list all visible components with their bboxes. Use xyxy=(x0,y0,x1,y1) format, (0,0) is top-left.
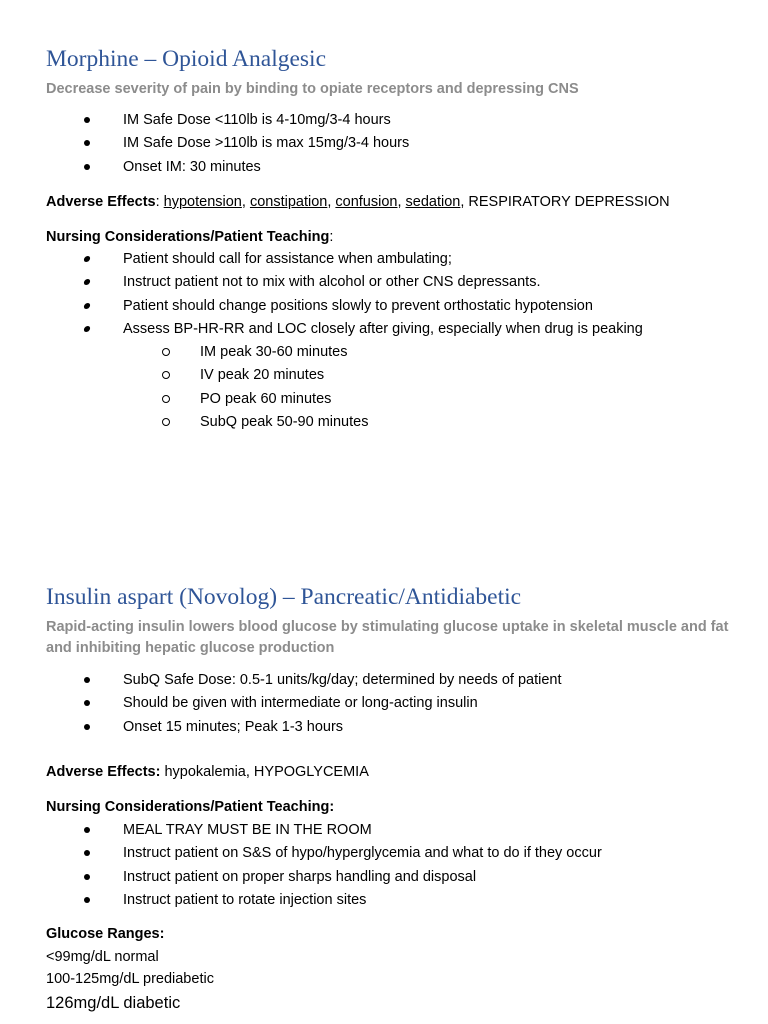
insulin-dosing-list xyxy=(0,670,562,740)
list-item: MEAL TRAY MUST BE IN THE ROOM xyxy=(0,820,602,843)
circle-bullet-icon xyxy=(162,348,170,356)
morphine-adverse-effects: Adverse Effects: hypotension, constipation, confusion, sedation, RESPIRATORY DEPRESSION xyxy=(46,194,670,210)
bullet-icon xyxy=(84,677,90,683)
list-item: SubQ Safe Dose: 0.5-1 units/kg/day; determined by needs of patient xyxy=(0,670,562,693)
list-item: PO peak 60 minutes xyxy=(0,389,368,412)
glucose-range-normal: <99mg/dL normal xyxy=(46,949,159,965)
bullet-icon xyxy=(84,164,90,170)
circle-bullet-icon xyxy=(162,395,170,403)
list-item: Instruct patient on S&S of hypo/hyperglycemia and what to do if they occur xyxy=(0,843,602,866)
morphine-dosing-list xyxy=(0,110,409,180)
circle-bullet-icon xyxy=(162,371,170,379)
adverse-effects-label: Adverse Effects xyxy=(46,194,156,210)
insulin-adverse-effects: Adverse Effects: hypokalemia, HYPOGLYCEMIA xyxy=(46,764,369,780)
bullet-icon xyxy=(83,279,91,285)
list-item: IM Safe Dose <110lb is 4-10mg/3-4 hours xyxy=(0,110,409,133)
bullet-icon xyxy=(84,700,90,706)
list-item: IM Safe Dose >110lb is max 15mg/3-4 hours xyxy=(0,133,409,156)
bullet-icon xyxy=(84,117,90,123)
bullet-icon xyxy=(84,827,90,833)
insulin-nursing-list xyxy=(0,820,602,913)
morphine-nursing-list xyxy=(0,249,643,342)
bullet-icon xyxy=(83,303,91,309)
list-item: Onset 15 minutes; Peak 1-3 hours xyxy=(0,717,562,740)
list-item: Patient should change positions slowly to prevent orthostatic hypotension xyxy=(0,296,643,319)
morphine-nursing-heading: Nursing Considerations/Patient Teaching: xyxy=(46,229,334,245)
glucose-range-prediabetic: 100-125mg/dL prediabetic xyxy=(46,971,214,987)
adverse-effect-term: hypotension xyxy=(163,194,242,210)
bullet-icon xyxy=(84,850,90,856)
circle-bullet-icon xyxy=(162,418,170,426)
list-item: IV peak 20 minutes xyxy=(0,365,368,388)
adverse-effect-term: confusion xyxy=(335,194,398,210)
bullet-icon xyxy=(84,724,90,730)
list-item: Should be given with intermediate or long-acting insulin xyxy=(0,693,562,716)
bullet-icon xyxy=(83,256,91,262)
adverse-effect-term: constipation xyxy=(249,194,328,210)
list-item: Assess BP-HR-RR and LOC closely after giving, especially when drug is peaking xyxy=(0,319,643,342)
adverse-effects-label: Adverse Effects: xyxy=(46,764,161,780)
list-item: Onset IM: 30 minutes xyxy=(0,157,409,180)
glucose-range-diabetic: 126mg/dL diabetic xyxy=(46,994,181,1012)
list-item: Instruct patient to rotate injection sites xyxy=(0,890,602,913)
insulin-title: Insulin aspart (Novolog) – Pancreatic/Antidiabetic xyxy=(46,584,522,610)
list-item: Patient should call for assistance when ambulating; xyxy=(0,249,643,272)
morphine-title: Morphine – Opioid Analgesic xyxy=(46,46,327,72)
glucose-ranges-heading: Glucose Ranges: xyxy=(46,926,165,942)
bullet-icon xyxy=(84,874,90,880)
bullet-icon xyxy=(84,140,90,146)
bullet-icon xyxy=(84,897,90,903)
insulin-description: Rapid-acting insulin lowers blood glucose by stimulating glucose uptake in skeletal muscle and fat and inhibiting hepatic glucose production xyxy=(46,619,729,656)
bullet-icon xyxy=(83,326,91,332)
list-item: Instruct patient not to mix with alcohol or other CNS depressants. xyxy=(0,272,643,295)
morphine-peak-list xyxy=(0,342,368,435)
list-item: SubQ peak 50-90 minutes xyxy=(0,412,368,435)
insulin-nursing-heading: Nursing Considerations/Patient Teaching: xyxy=(46,799,335,815)
adverse-effect-term: sedation xyxy=(405,194,461,210)
list-item: IM peak 30-60 minutes xyxy=(0,342,368,365)
list-item: Instruct patient on proper sharps handling and disposal xyxy=(0,867,602,890)
morphine-description: Decrease severity of pain by binding to opiate receptors and depressing CNS xyxy=(46,81,579,97)
